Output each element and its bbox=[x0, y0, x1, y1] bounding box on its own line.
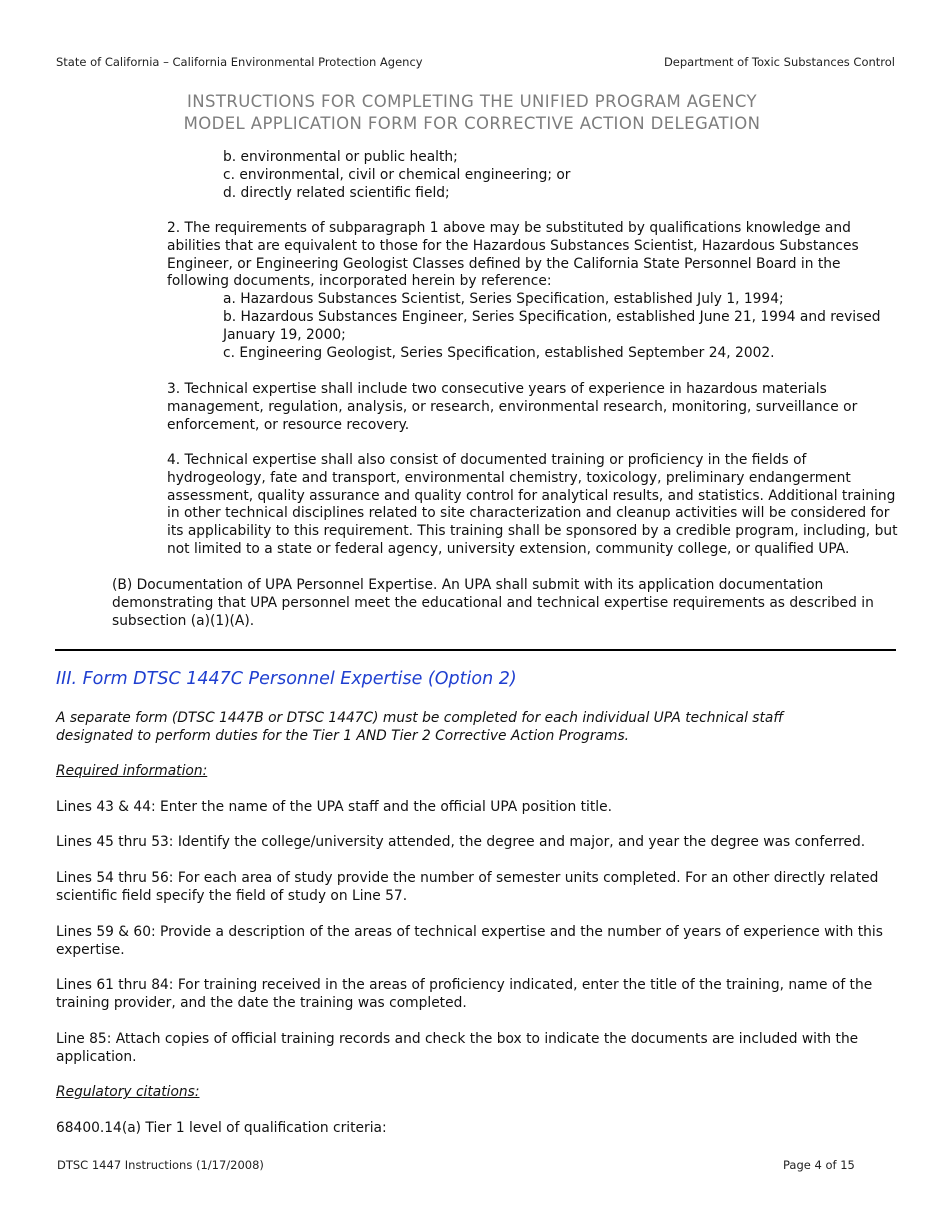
required-information-label bbox=[56, 763, 207, 781]
paragraph-line: (B) Documentation of UPA Personnel Expertise. An UPA shall submit with its application documentation bbox=[112, 577, 824, 593]
paragraph-line: hydrogeology, fate and transport, environmental chemistry, toxicology, preliminary endangerment bbox=[167, 469, 851, 486]
paragraph-2-list bbox=[167, 291, 881, 362]
paragraph-line: Lines 45 thru 53: Identify the college/university attended, the degree and major, and year the degree was conferred. bbox=[56, 834, 866, 850]
header-department: Department of Toxic Substances Control bbox=[663, 55, 895, 69]
paragraph-line: 3. Technical expertise shall include two consecutive years of experience in hazardous materials bbox=[167, 381, 827, 397]
note-line: A separate form (DTSC 1447B or DTSC 1447C) must be completed for each individual UPA technical staff bbox=[56, 710, 784, 726]
paragraph-line: Lines 54 thru 56: For each area of study provide the number of semester units completed. For an other directly related bbox=[56, 870, 879, 886]
list-item: b. environmental or public health; bbox=[223, 149, 458, 165]
lines-59-60 bbox=[56, 924, 883, 960]
regulatory-citations-label bbox=[56, 1084, 200, 1102]
title-line-2: MODEL APPLICATION FORM FOR CORRECTIVE ACTION DELEGATION bbox=[183, 114, 761, 133]
paragraph-line: following documents, incorporated herein by reference: bbox=[167, 273, 552, 290]
list-item: c. environmental, civil or chemical engineering; or bbox=[223, 166, 571, 183]
paragraph-b bbox=[112, 577, 874, 630]
lines-45-53 bbox=[56, 834, 865, 852]
section-note bbox=[56, 710, 783, 746]
paragraph-line: not limited to a state or federal agency, university extension, community college, or qualified UPA. bbox=[167, 540, 850, 557]
header-agency: State of California – California Environmental Protection Agency bbox=[56, 55, 423, 69]
citation bbox=[56, 1120, 387, 1138]
paragraph-line: abilities that are equivalent to those for the Hazardous Substances Scientist, Hazardous Substances bbox=[167, 237, 859, 254]
note-line: designated to perform duties for the Tier 1 AND Tier 2 Corrective Action Programs. bbox=[56, 727, 630, 744]
qualification-sublist bbox=[223, 149, 570, 202]
paragraph-line: demonstrating that UPA personnel meet the educational and technical expertise requirements as described in bbox=[112, 594, 874, 611]
list-item: c. Engineering Geologist, Series Specification, established September 24, 2002. bbox=[223, 344, 775, 361]
footer-page-number: Page 4 of 15 bbox=[783, 1158, 855, 1172]
title-line-1: INSTRUCTIONS FOR COMPLETING THE UNIFIED PROGRAM AGENCY bbox=[186, 92, 758, 111]
paragraph-line: in other technical disciplines related to site characterization and cleanup activities will be considered for bbox=[167, 505, 890, 522]
paragraph-line: management, regulation, analysis, or research, environmental research, monitoring, surveillance or bbox=[167, 398, 858, 415]
list-item: d. directly related scientific field; bbox=[223, 184, 450, 201]
paragraph-line: enforcement, or resource recovery. bbox=[167, 416, 410, 433]
list-item: January 19, 2000; bbox=[223, 326, 346, 343]
required-label: Required information: bbox=[56, 763, 208, 779]
paragraph-line: expertise. bbox=[56, 941, 125, 958]
list-item: b. Hazardous Substances Engineer, Series Specification, established June 21, 1994 and revised bbox=[223, 308, 881, 325]
paragraph-line: Lines 61 thru 84: For training received in the areas of proficiency indicated, enter the title of the training, name of the bbox=[56, 977, 873, 993]
line-85 bbox=[56, 1031, 858, 1067]
lines-61-84 bbox=[56, 977, 872, 1013]
section-divider bbox=[55, 649, 896, 651]
paragraph-line: its applicability to this requirement. This training shall be sponsored by a credible program, including, but bbox=[167, 523, 898, 540]
lines-43-44 bbox=[56, 799, 612, 817]
paragraph-line: subsection (a)(1)(A). bbox=[112, 612, 255, 629]
paragraph-line: training provider, and the date the training was completed. bbox=[56, 994, 467, 1011]
paragraph-3 bbox=[167, 381, 857, 434]
paragraph-line: Lines 43 & 44: Enter the name of the UPA staff and the official UPA position title. bbox=[56, 799, 612, 815]
paragraph-line: Engineer, or Engineering Geologist Classes defined by the California State Personnel Board in the bbox=[167, 255, 841, 272]
paragraph-line: scientific field specify the field of study on Line 57. bbox=[56, 887, 408, 904]
document-title bbox=[0, 91, 944, 135]
paragraph-line: 2. The requirements of subparagraph 1 above may be substituted by qualifications knowledge and bbox=[167, 220, 851, 236]
paragraph-line: Lines 59 & 60: Provide a description of the areas of technical expertise and the number of years of experience with this bbox=[56, 924, 883, 940]
paragraph-line: 68400.14(a) Tier 1 level of qualification criteria: bbox=[56, 1120, 387, 1136]
paragraph-line: Line 85: Attach copies of official training records and check the box to indicate the documents are included with the bbox=[56, 1031, 859, 1047]
paragraph-line: assessment, quality assurance and quality control for analytical results, and statistics. Additional training bbox=[167, 487, 896, 504]
paragraph-line: application. bbox=[56, 1048, 137, 1065]
paragraph-4 bbox=[167, 452, 898, 559]
footer-form-id: DTSC 1447 Instructions (1/17/2008) bbox=[57, 1158, 264, 1172]
lines-54-56 bbox=[56, 870, 878, 906]
regulatory-label: Regulatory citations: bbox=[56, 1084, 200, 1100]
paragraph-2 bbox=[167, 220, 881, 362]
section-heading: III. Form DTSC 1447C Personnel Expertise (Option 2) bbox=[56, 669, 517, 689]
paragraph-line: 4. Technical expertise shall also consist of documented training or proficiency in the fields of bbox=[167, 452, 807, 468]
list-item: a. Hazardous Substances Scientist, Series Specification, established July 1, 1994; bbox=[223, 291, 784, 308]
